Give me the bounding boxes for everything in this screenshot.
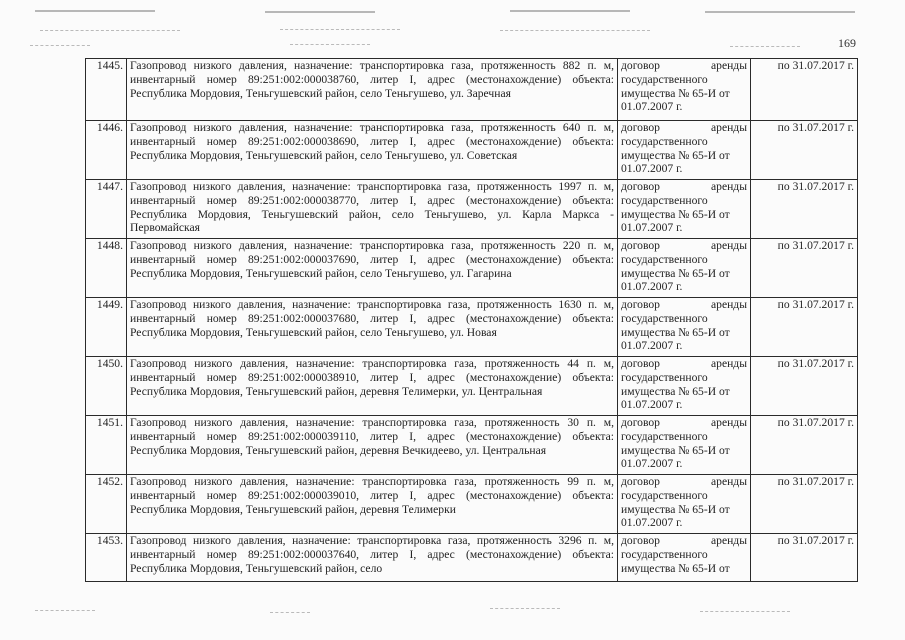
object-description: Газопровод низкого давления, назначение: транспортировка газа, протяженность 640 п. м, инвентарный номер 89:251:002:000038690, литер I, адрес (местонахождение) объекта: Республика Мордовия, Теньгушевский район, село Теньгушево, ул. Советская [127,121,618,180]
scan-artifact [40,30,180,32]
scan-artifact [490,608,560,610]
basis-word-2: аренды [711,534,747,547]
basis-word-2: аренды [711,298,747,311]
lease-basis [618,59,751,121]
scan-artifact [35,610,95,612]
registry-table-body [86,59,858,582]
scan-artifact [265,11,375,13]
scan-artifact [270,612,310,614]
basis-word-1: договор [621,357,660,370]
basis-word-2: аренды [711,357,747,370]
lease-end-date: по 31.07.2017 г. [751,357,858,416]
page-number: 169 [838,36,856,50]
scan-artifact [35,10,155,12]
lease-basis [618,298,751,357]
lease-end-date: по 31.07.2017 г. [751,59,858,121]
basis-rest: государственного имущества № 65-И от 01.07.2007 г. [621,370,730,412]
object-description: Газопровод низкого давления, назначение: транспортировка газа, протяженность 1997 п. м, инвентарный номер 89:251:002:000038770, литер I, адрес (местонахождение) объекта: Республика Мордовия, Теньгушевский район, село Теньгушево, ул. Карла Маркса - Первомайская [127,180,618,239]
lease-basis [618,239,751,298]
row-number: 1446. [86,121,127,180]
basis-rest: государственного имущества № 65-И от 01.07.2007 г. [621,488,730,530]
scan-artifact [290,44,370,46]
basis-word-1: договор [621,180,660,193]
scan-artifact [705,11,855,13]
object-description: Газопровод низкого давления, назначение: транспортировка газа, протяженность 882 п. м, инвентарный номер 89:251:002:000038760, литер I, адрес (местонахождение) объекта: Республика Мордовия, Теньгушевский район, село Теньгушево, ул. Заречная [127,59,618,121]
lease-end-date: по 31.07.2017 г. [751,298,858,357]
table-row [86,298,858,357]
registry-table [85,58,858,582]
table-row [86,416,858,475]
basis-word-1: договор [621,59,660,72]
basis-word-1: договор [621,121,660,134]
basis-word-2: аренды [711,416,747,429]
row-number: 1445. [86,59,127,121]
basis-word-2: аренды [711,121,747,134]
lease-basis [618,475,751,534]
basis-word-2: аренды [711,239,747,252]
row-number: 1451. [86,416,127,475]
object-description: Газопровод низкого давления, назначение: транспортировка газа, протяженность 99 п. м, инвентарный номер 89:251:002:000039010, литер I, адрес (местонахождение) объекта: Республика Мордовия, Теньгушевский район, деревня Телимерки [127,475,618,534]
basis-rest: государственного имущества № 65-И от 01.07.2007 г. [621,193,730,235]
scan-artifact [700,611,790,613]
object-description: Газопровод низкого давления, назначение: транспортировка газа, протяженность 1630 п. м, инвентарный номер 89:251:002:000037680, литер I, адрес (местонахождение) объекта: Республика Мордовия, Теньгушевский район, село Теньгушево, ул. Новая [127,298,618,357]
basis-word-2: аренды [711,475,747,488]
row-number: 1453. [86,534,127,582]
object-description: Газопровод низкого давления, назначение: транспортировка газа, протяженность 30 п. м, инвентарный номер 89:251:002:000039110, литер I, адрес (местонахождение) объекта: Республика Мордовия, Теньгушевский район, деревня Вечкидеево, ул. Центральная [127,416,618,475]
table-row [86,475,858,534]
basis-rest: государственного имущества № 65-И от 01.07.2007 г. [621,311,730,353]
row-number: 1452. [86,475,127,534]
table-row [86,357,858,416]
basis-rest: государственного имущества № 65-И от [621,547,730,575]
table-row [86,59,858,121]
basis-word-1: договор [621,298,660,311]
row-number: 1450. [86,357,127,416]
basis-rest: государственного имущества № 65-И от 01.07.2007 г. [621,252,730,294]
row-number: 1449. [86,298,127,357]
basis-word-1: договор [621,239,660,252]
lease-end-date: по 31.07.2017 г. [751,180,858,239]
lease-basis [618,121,751,180]
table-row [86,239,858,298]
lease-basis [618,357,751,416]
table-row [86,121,858,180]
object-description: Газопровод низкого давления, назначение: транспортировка газа, протяженность 3296 п. м, инвентарный номер 89:251:002:000037640, литер I, адрес (местонахождение) объекта: Республика Мордовия, Теньгушевский район, село [127,534,618,582]
lease-end-date: по 31.07.2017 г. [751,239,858,298]
table-row [86,534,858,582]
basis-word-1: договор [621,475,660,488]
object-description: Газопровод низкого давления, назначение: транспортировка газа, протяженность 44 п. м, инвентарный номер 89:251:002:000038910, литер I, адрес (местонахождение) объекта: Республика Мордовия, Теньгушевский район, деревня Телимерки, ул. Центральная [127,357,618,416]
lease-end-date: по 31.07.2017 г. [751,121,858,180]
lease-end-date: по 31.07.2017 г. [751,534,858,582]
basis-word-2: аренды [711,180,747,193]
lease-end-date: по 31.07.2017 г. [751,475,858,534]
lease-basis [618,416,751,475]
scan-artifact [30,45,90,47]
scan-artifact [500,30,650,32]
lease-basis [618,534,751,582]
row-number: 1448. [86,239,127,298]
scan-artifact [280,29,400,31]
scan-artifact [510,10,630,12]
basis-word-2: аренды [711,59,747,72]
basis-word-1: договор [621,416,660,429]
table-row [86,180,858,239]
lease-end-date: по 31.07.2017 г. [751,416,858,475]
scan-artifact [730,46,800,48]
basis-rest: государственного имущества № 65-И от 01.07.2007 г. [621,134,730,176]
basis-rest: государственного имущества № 65-И от 01.07.2007 г. [621,72,730,114]
row-number: 1447. [86,180,127,239]
object-description: Газопровод низкого давления, назначение: транспортировка газа, протяженность 220 п. м, инвентарный номер 89:251:002:000037690, литер I, адрес (местонахождение) объекта: Республика Мордовия, Теньгушевский район, село Теньгушево, ул. Гагарина [127,239,618,298]
basis-word-1: договор [621,534,660,547]
basis-rest: государственного имущества № 65-И от 01.07.2007 г. [621,429,730,471]
lease-basis [618,180,751,239]
